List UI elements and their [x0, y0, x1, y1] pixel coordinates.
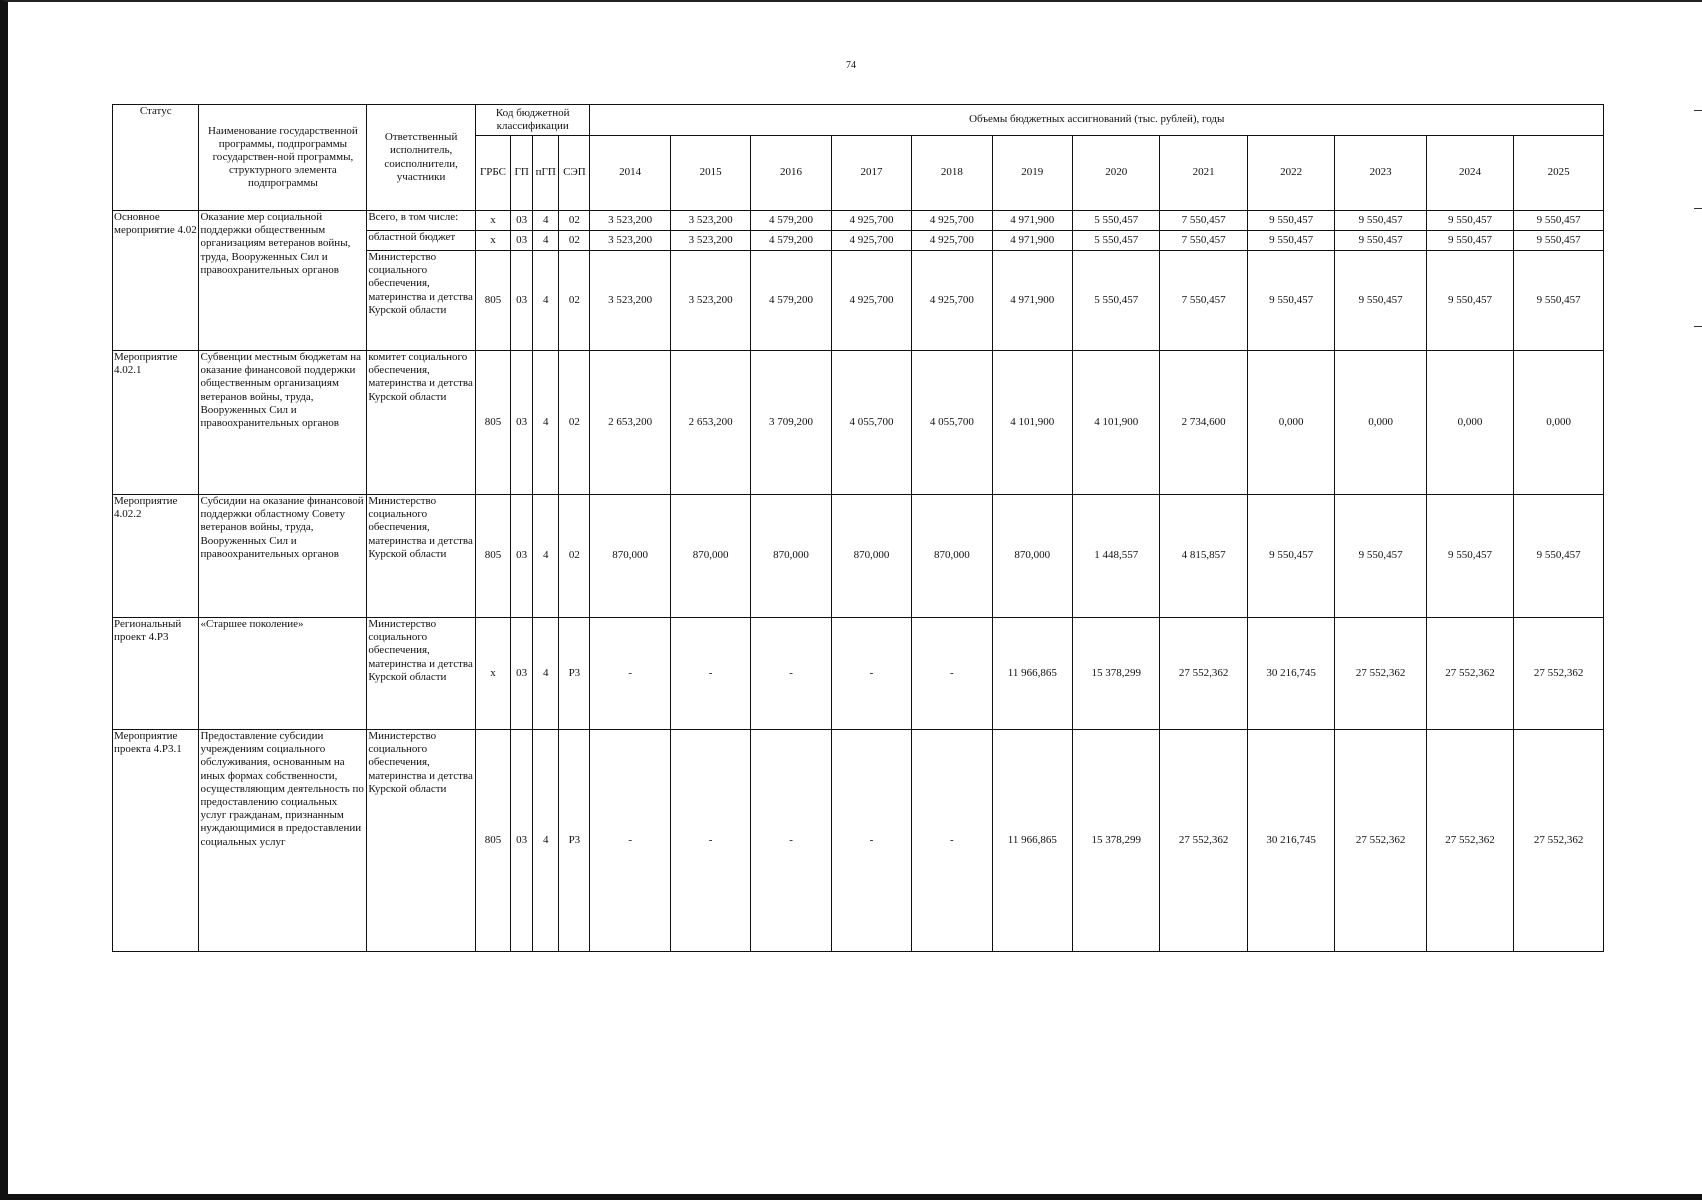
value-cell: - [912, 730, 992, 952]
code-cell: 4 [533, 618, 559, 730]
value-cell: 4 925,700 [831, 251, 911, 351]
value-cell: 9 550,457 [1426, 251, 1513, 351]
value-cell: 0,000 [1335, 351, 1426, 495]
table-row [113, 618, 1604, 730]
value-cell: 4 101,900 [1073, 351, 1160, 495]
code-cell: 03 [511, 211, 533, 231]
code-cell: Р3 [559, 618, 590, 730]
value-cell: 0,000 [1514, 351, 1604, 495]
value-cell: 4 925,700 [912, 231, 992, 251]
code-cell: x [475, 211, 510, 231]
value-cell: 4 055,700 [912, 351, 992, 495]
responsible-cell: Министерство социального обеспечения, материнства и детства Курской области [367, 730, 476, 952]
value-cell: 27 552,362 [1426, 730, 1513, 952]
value-cell: 3 523,200 [670, 251, 750, 351]
header-code-pgp: пГП [533, 136, 559, 211]
table-row [113, 495, 1604, 618]
code-cell: 4 [533, 211, 559, 231]
code-cell: 03 [511, 251, 533, 351]
status-cell: Региональный проект 4.Р3 [113, 618, 199, 730]
value-cell: 2 734,600 [1160, 351, 1247, 495]
value-cell: 9 550,457 [1247, 495, 1334, 618]
value-cell: 15 378,299 [1073, 618, 1160, 730]
code-cell: 4 [533, 730, 559, 952]
value-cell: - [751, 730, 831, 952]
page-number: 74 [846, 60, 856, 71]
value-cell: 9 550,457 [1247, 211, 1334, 231]
value-cell: 9 550,457 [1514, 231, 1604, 251]
header-code-gp: ГП [511, 136, 533, 211]
code-cell: 805 [475, 730, 510, 952]
value-cell: 9 550,457 [1247, 251, 1334, 351]
value-cell: 9 550,457 [1335, 495, 1426, 618]
value-cell: 4 055,700 [831, 351, 911, 495]
budget-table [112, 104, 1604, 952]
value-cell: 870,000 [992, 495, 1072, 618]
header-year: 2022 [1247, 136, 1334, 211]
value-cell: 2 653,200 [590, 351, 670, 495]
value-cell: 11 966,865 [992, 618, 1072, 730]
responsible-cell: комитет социального обеспечения, материнства и детства Курской области [367, 351, 476, 495]
value-cell: 3 523,200 [590, 251, 670, 351]
code-cell: x [475, 231, 510, 251]
value-cell: - [751, 618, 831, 730]
value-cell: 0,000 [1426, 351, 1513, 495]
value-cell: 0,000 [1247, 351, 1334, 495]
value-cell: 4 925,700 [831, 231, 911, 251]
value-cell: - [670, 730, 750, 952]
code-cell: 02 [559, 251, 590, 351]
value-cell: 7 550,457 [1160, 211, 1247, 231]
header-year: 2015 [670, 136, 750, 211]
header-year: 2020 [1073, 136, 1160, 211]
name-cell: Субвенции местным бюджетам на оказание финансовой поддержки общественным организациям ветеранов войны, труда, Вооруженных Сил и правоохранительных органов [199, 351, 367, 495]
header-year: 2017 [831, 136, 911, 211]
responsible-cell: областной бюджет [367, 231, 476, 251]
value-cell: 27 552,362 [1160, 618, 1247, 730]
header-year: 2025 [1514, 136, 1604, 211]
value-cell: 4 971,900 [992, 251, 1072, 351]
code-cell: 4 [533, 251, 559, 351]
value-cell: 27 552,362 [1514, 618, 1604, 730]
header-code-sep: СЭП [559, 136, 590, 211]
value-cell: 4 925,700 [912, 251, 992, 351]
value-cell: 30 216,745 [1247, 730, 1334, 952]
code-cell: 02 [559, 231, 590, 251]
header-year: 2021 [1160, 136, 1247, 211]
value-cell: 5 550,457 [1073, 251, 1160, 351]
status-cell: Мероприятие проекта 4.Р3.1 [113, 730, 199, 952]
header-budget-code: Код бюджетной классификации [475, 105, 590, 136]
code-cell: 805 [475, 251, 510, 351]
value-cell: - [590, 730, 670, 952]
edge-mark [1694, 110, 1702, 111]
value-cell: 3 523,200 [670, 211, 750, 231]
value-cell: 870,000 [751, 495, 831, 618]
header-year: 2014 [590, 136, 670, 211]
responsible-cell: Министерство социального обеспечения, материнства и детства Курской области [367, 618, 476, 730]
table-row [113, 730, 1604, 952]
name-cell: Оказание мер социальной поддержки общественным организациям ветеранов войны, труда, Вооруженных Сил и правоохранительных органов [199, 211, 367, 351]
code-cell: 805 [475, 351, 510, 495]
responsible-cell: Министерство социального обеспечения, материнства и детства Курской области [367, 495, 476, 618]
code-cell: 03 [511, 231, 533, 251]
code-cell: 03 [511, 351, 533, 495]
value-cell: 11 966,865 [992, 730, 1072, 952]
value-cell: 27 552,362 [1160, 730, 1247, 952]
table-row [113, 351, 1604, 495]
value-cell: 3 523,200 [590, 231, 670, 251]
header-volumes: Объемы бюджетных ассигнований (тыс. рублей), годы [590, 105, 1604, 136]
header-year: 2024 [1426, 136, 1513, 211]
code-cell: 02 [559, 495, 590, 618]
header-code-grbs: ГРБС [475, 136, 510, 211]
value-cell: - [831, 730, 911, 952]
header-year: 2023 [1335, 136, 1426, 211]
code-cell: 4 [533, 351, 559, 495]
value-cell: 9 550,457 [1514, 251, 1604, 351]
value-cell: 870,000 [831, 495, 911, 618]
value-cell: 3 523,200 [670, 231, 750, 251]
value-cell: - [590, 618, 670, 730]
value-cell: 9 550,457 [1335, 231, 1426, 251]
value-cell: 15 378,299 [1073, 730, 1160, 952]
name-cell: Предоставление субсидии учреждениям социального обслуживания, основанным на иных формах собственности, осуществляющим деятельность по предоставлению социальных услуг гражданам, признанным нуждающимися в предоставлении социальных услуг [199, 730, 367, 952]
value-cell: 27 552,362 [1335, 618, 1426, 730]
value-cell: - [912, 618, 992, 730]
value-cell: 1 448,557 [1073, 495, 1160, 618]
name-cell: Субсидии на оказание финансовой поддержки областному Совету ветеранов войны, труда, Вооруженных Сил и правоохранительных органов [199, 495, 367, 618]
value-cell: 9 550,457 [1514, 211, 1604, 231]
responsible-cell: Всего, в том числе: [367, 211, 476, 231]
value-cell: 4 925,700 [912, 211, 992, 231]
value-cell: 4 971,900 [992, 231, 1072, 251]
responsible-cell: Министерство социального обеспечения, материнства и детства Курской области [367, 251, 476, 351]
value-cell: 4 579,200 [751, 231, 831, 251]
code-cell: 4 [533, 495, 559, 618]
code-cell: 02 [559, 211, 590, 231]
value-cell: 4 101,900 [992, 351, 1072, 495]
value-cell: 3 523,200 [590, 211, 670, 231]
value-cell: 27 552,362 [1426, 618, 1513, 730]
header-responsible: Ответственный исполнитель, соисполнители, участники [367, 105, 476, 211]
value-cell: 9 550,457 [1247, 231, 1334, 251]
value-cell: 9 550,457 [1426, 211, 1513, 231]
value-cell: 5 550,457 [1073, 211, 1160, 231]
code-cell: 03 [511, 730, 533, 952]
name-cell: «Старшее поколение» [199, 618, 367, 730]
value-cell: 4 925,700 [831, 211, 911, 231]
header-year: 2019 [992, 136, 1072, 211]
value-cell: 5 550,457 [1073, 231, 1160, 251]
value-cell: 9 550,457 [1426, 231, 1513, 251]
value-cell: 870,000 [670, 495, 750, 618]
value-cell: 7 550,457 [1160, 231, 1247, 251]
table-row [113, 211, 1604, 231]
value-cell: 870,000 [590, 495, 670, 618]
value-cell: 27 552,362 [1514, 730, 1604, 952]
value-cell: 9 550,457 [1426, 495, 1513, 618]
value-cell: - [831, 618, 911, 730]
value-cell: 30 216,745 [1247, 618, 1334, 730]
code-cell: 03 [511, 618, 533, 730]
header-year: 2016 [751, 136, 831, 211]
value-cell: 3 709,200 [751, 351, 831, 495]
value-cell: - [670, 618, 750, 730]
edge-mark [1694, 208, 1702, 209]
value-cell: 7 550,457 [1160, 251, 1247, 351]
status-cell: Мероприятие 4.02.2 [113, 495, 199, 618]
value-cell: 9 550,457 [1335, 211, 1426, 231]
code-cell: 02 [559, 351, 590, 495]
code-cell: x [475, 618, 510, 730]
header-year: 2018 [912, 136, 992, 211]
value-cell: 9 550,457 [1335, 251, 1426, 351]
value-cell: 2 653,200 [670, 351, 750, 495]
value-cell: 4 815,857 [1160, 495, 1247, 618]
code-cell: 805 [475, 495, 510, 618]
value-cell: 27 552,362 [1335, 730, 1426, 952]
status-cell: Мероприятие 4.02.1 [113, 351, 199, 495]
code-cell: Р3 [559, 730, 590, 952]
value-cell: 4 579,200 [751, 211, 831, 231]
status-cell: Основное мероприятие 4.02 [113, 211, 199, 351]
value-cell: 4 971,900 [992, 211, 1072, 231]
code-cell: 03 [511, 495, 533, 618]
header-status: Статус [113, 105, 199, 211]
code-cell: 4 [533, 231, 559, 251]
value-cell: 9 550,457 [1514, 495, 1604, 618]
value-cell: 870,000 [912, 495, 992, 618]
value-cell: 4 579,200 [751, 251, 831, 351]
header-row-1 [113, 105, 1604, 136]
header-name: Наименование государственной программы, подпрограммы государствен-ной программы, структурного элемента подпрограммы [199, 105, 367, 211]
edge-mark [1694, 326, 1702, 327]
